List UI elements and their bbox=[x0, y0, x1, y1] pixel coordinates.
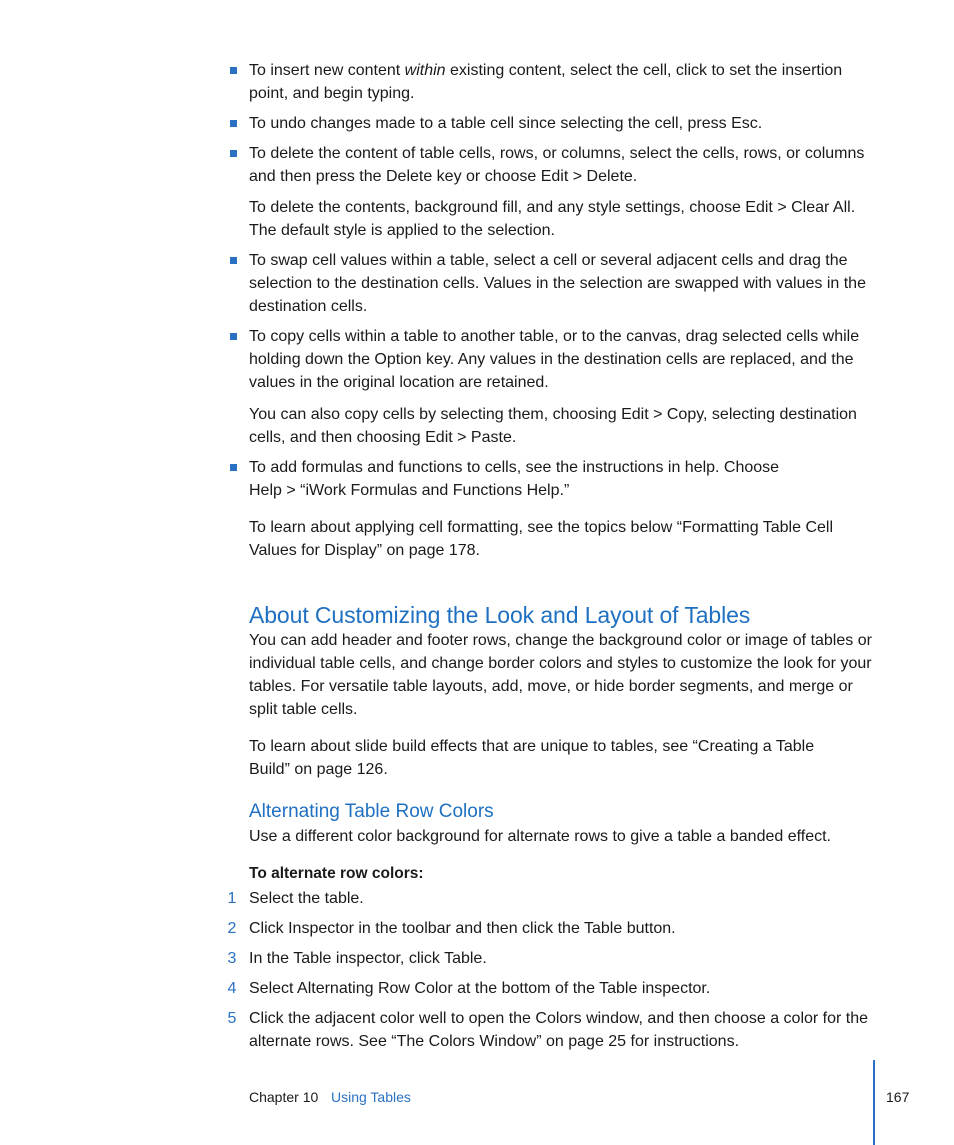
bullet-text: To insert new content bbox=[249, 62, 405, 79]
footer-divider bbox=[873, 1060, 875, 1145]
step-number: 3 bbox=[227, 950, 237, 967]
footer-page-number: 167 bbox=[886, 1089, 910, 1105]
step-text: Select Alternating Row Color at the bottom of the Table inspector. bbox=[249, 980, 711, 997]
bullet-marker bbox=[230, 257, 237, 264]
bullet-marker bbox=[230, 464, 237, 471]
step-text: Select the table. bbox=[249, 890, 364, 907]
bullet-swap-cells: To swap cell values within a table, select a cell or several adjacent cells and drag the selection to the destination cells. Values in the selection are swapped with values in the destination cells. bbox=[249, 252, 866, 315]
bullet-delete-content: To delete the content of table cells, rows, or columns, select the cells, rows, or columns and then press the Delete key or choose Edit > Delete. bbox=[249, 145, 865, 185]
section-paragraph-builds: To learn about slide build effects that are unique to tables, see “Creating a Table Build” on page 126. bbox=[249, 738, 815, 778]
bullet-text: existing content, select the cell, click to set the insertion point, and begin typing. bbox=[249, 62, 843, 102]
bullet-marker bbox=[230, 333, 237, 340]
subsection-heading: Alternating Table Row Colors bbox=[249, 801, 494, 822]
step-number: 4 bbox=[227, 980, 237, 997]
bullet-copy-cells: To copy cells within a table to another table, or to the canvas, drag selected cells while holding down the Option key. Any values in the destination cells are replaced, and the values in the original location are retained. bbox=[249, 328, 860, 391]
step-number: 2 bbox=[227, 920, 237, 937]
section-heading: About Customizing the Look and Layout of Tables bbox=[249, 602, 751, 628]
footer-chapter: Chapter 10 bbox=[249, 1089, 319, 1105]
subsection-intro: Use a different color background for alternate rows to give a table a banded effect. bbox=[249, 828, 831, 845]
bullet-marker bbox=[230, 67, 237, 74]
step-number: 5 bbox=[227, 1010, 237, 1027]
bullet-marker bbox=[230, 150, 237, 157]
bullet-insert-content bbox=[249, 59, 874, 105]
section-paragraph: You can add header and footer rows, change the background color or image of tables or individual table cells, and change border colors and styles to customize the look for your tables. For versatile table layouts, add, move, or hide border segments, and merge or split table cells. bbox=[249, 632, 872, 718]
bullet-marker bbox=[230, 120, 237, 127]
step-text: Click Inspector in the toolbar and then click the Table button. bbox=[249, 920, 676, 937]
note-copy-cells: You can also copy cells by selecting them, choosing Edit > Copy, selecting destination cells, and then choosing Edit > Paste. bbox=[249, 406, 857, 446]
step-number: 1 bbox=[227, 890, 237, 907]
procedure-title: To alternate row colors: bbox=[249, 865, 424, 882]
bullet-undo-changes: To undo changes made to a table cell since selecting the cell, press Esc. bbox=[249, 115, 763, 132]
step-text: In the Table inspector, click Table. bbox=[249, 950, 487, 967]
bullet-emphasis: within bbox=[404, 62, 446, 79]
bullet-formulas: To add formulas and functions to cells, see the instructions in help. Choose Help > “iWork Formulas and Functions Help.” bbox=[249, 459, 780, 499]
footer-section-link[interactable]: Using Tables bbox=[331, 1089, 411, 1105]
step-text: Click the adjacent color well to open the Colors window, and then choose a color for the alternate rows. See “The Colors Window” on page 25 for instructions. bbox=[249, 1010, 869, 1050]
learn-formatting-paragraph: To learn about applying cell formatting, see the topics below “Formatting Table Cell Values for Display” on page 178. bbox=[249, 519, 834, 559]
note-delete-contents: To delete the contents, background fill, and any style settings, choose Edit > Clear All. The default style is applied to the selection. bbox=[249, 199, 856, 239]
